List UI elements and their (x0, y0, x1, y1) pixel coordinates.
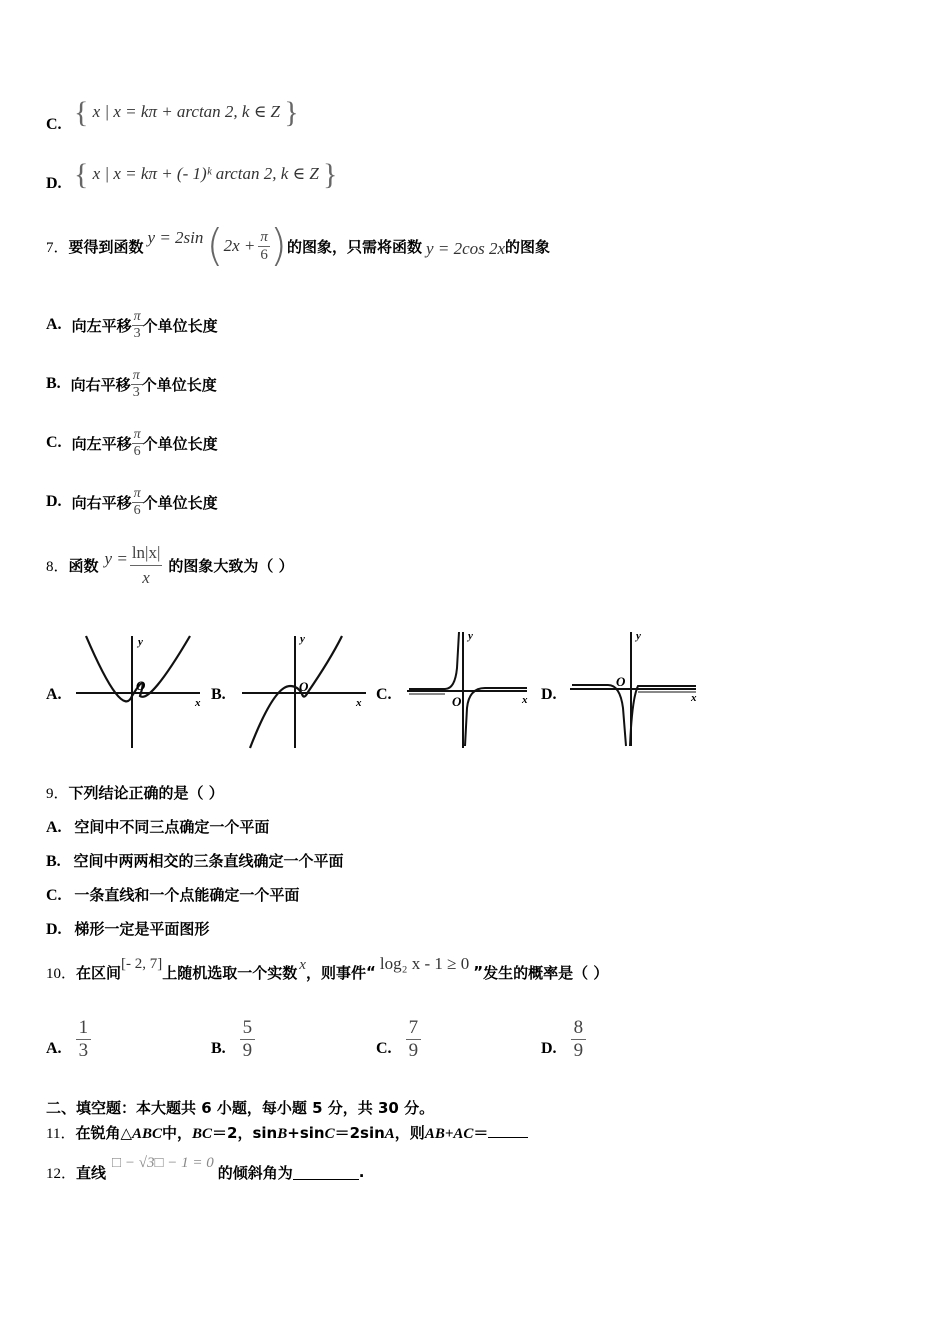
q7-stem-pre: 要得到函数 (68, 237, 144, 256)
x-label: x (522, 694, 528, 706)
q12-post: 的倾斜角为 (217, 1163, 293, 1182)
curve-right (465, 688, 527, 746)
q10-option-c[interactable] (376, 1010, 421, 1062)
q7-option-d-label: D. (46, 493, 62, 510)
q10-option-a-label: A. (46, 1040, 62, 1057)
q10-option-c-den: 9 (408, 1040, 419, 1061)
q12-answer-blank[interactable] (293, 1165, 359, 1180)
q11-plus-sin: +sin (287, 1124, 325, 1142)
q8-number: 8． (46, 558, 69, 575)
x-label: x (356, 697, 362, 709)
q9-stem (46, 782, 224, 803)
curve-right (630, 686, 696, 746)
q8-graph-b-label[interactable]: B. (211, 686, 226, 703)
q10-option-a-den: 3 (78, 1040, 89, 1061)
q6-option-c[interactable] (46, 115, 62, 134)
q7-option-a-label: A. (46, 316, 62, 333)
q8-graph-c-label[interactable]: C. (376, 686, 392, 703)
q6-option-d[interactable] (46, 174, 62, 193)
q7-option-a-post: 个单位长度 (142, 316, 218, 335)
q9-option-b[interactable] (46, 850, 343, 871)
q11-a: A (384, 1126, 395, 1142)
q8-graph-b[interactable] (238, 630, 378, 750)
q7-number: 7． (46, 239, 69, 256)
q11-b: B (277, 1126, 288, 1142)
q10-stem-post: 发生的概率是（ ） (483, 963, 609, 982)
q7-option-c-pre: 向左平移 (71, 434, 132, 453)
y-label: y (636, 630, 641, 642)
q8-graph-d-label[interactable]: D. (541, 686, 557, 703)
right-brace-icon: } (284, 96, 299, 129)
q7-option-c[interactable] (46, 423, 218, 463)
q9-option-b-text: 空间中两两相交的三条直线确定一个平面 (73, 852, 344, 870)
origin-label: O (136, 678, 146, 693)
q7-option-b-den: 3 (132, 384, 140, 400)
q11-comma-then: ，则 (394, 1124, 425, 1142)
q8-graph-a[interactable] (72, 630, 212, 750)
left-paren-icon: ( (206, 220, 224, 271)
q7-option-a-num: π (133, 308, 141, 324)
q10-stem-mid2: ，则事件 (305, 963, 366, 982)
q7-option-b-pre: 向右平移 (70, 375, 131, 394)
q8-y-eq: y = (104, 549, 128, 568)
q9-option-b-label: B. (46, 853, 61, 870)
q9-option-a-text: 空间中不同三点确定一个平面 (74, 818, 270, 836)
q10-option-a-frac (76, 1017, 92, 1062)
q7-option-c-num: π (133, 426, 141, 442)
q11-eq-2sin: ＝2sin (334, 1124, 385, 1142)
q11-number: 11． (46, 1126, 76, 1142)
q7-option-d-den: 6 (133, 502, 141, 518)
origin-label: O (452, 694, 462, 709)
x-label: x (691, 692, 697, 704)
q7-pi-over-6 (258, 229, 270, 264)
q7-option-d-pre: 向右平移 (71, 493, 132, 512)
q7-option-c-label: C. (46, 434, 62, 451)
q10-number: 10． (46, 965, 77, 982)
origin-label: O (299, 679, 309, 694)
q8-graph-d[interactable] (568, 628, 708, 750)
y-label: y (138, 636, 143, 648)
q8-frac-num: ln|x| (130, 541, 163, 566)
q11-abac: AB+AC (424, 1126, 474, 1142)
q9-option-a[interactable] (46, 816, 269, 837)
y-label: y (468, 630, 473, 642)
q11-text-mid: 中， (162, 1124, 193, 1142)
q8-stem-pre: 函数 (68, 556, 99, 575)
curve-left (572, 685, 626, 746)
q7-func1: y = 2sin (147, 228, 204, 247)
q10-stem-mid: 上随机选取一个实数 (162, 963, 298, 982)
q12 (46, 1154, 364, 1190)
q10-option-c-frac (406, 1017, 422, 1062)
q11-abc: ABC (132, 1126, 163, 1142)
origin-label: O (616, 674, 626, 689)
q11-c: C (324, 1126, 335, 1142)
q7-option-d-post: 个单位长度 (142, 493, 218, 512)
q6-option-d-expr: x | x = kπ + (- 1)ᵏ arctan 2, k ∈ Z (92, 163, 319, 183)
q9-number: 9． (46, 786, 69, 802)
left-brace-icon: { (74, 158, 89, 191)
q7-frac-den: 6 (260, 246, 268, 263)
q7-option-d-frac (132, 486, 143, 519)
q12-end: . (358, 1163, 365, 1181)
q6-option-c-label: C. (46, 116, 62, 133)
q9-option-c[interactable] (46, 884, 299, 905)
q6-option-d-label: D. (46, 175, 62, 192)
q7-option-c-post: 个单位长度 (142, 434, 218, 453)
q7-option-b-num: π (132, 367, 140, 383)
q7-option-a-frac (132, 309, 143, 342)
left-brace-icon: { (74, 96, 89, 129)
q10-close-quote: ” (473, 963, 484, 981)
q8-frac-den: x (142, 567, 150, 587)
q9-option-d-label: D. (46, 921, 62, 938)
q9-option-a-label: A. (46, 819, 62, 836)
q7-option-d-num: π (133, 485, 141, 501)
q7-frac-num: π (260, 228, 268, 245)
q8-stem (46, 538, 294, 592)
q10-option-a[interactable] (46, 1010, 91, 1062)
q10-option-c-label: C. (376, 1040, 392, 1057)
x-label: x (195, 697, 201, 709)
q7-func2: y = 2cos 2x (426, 239, 506, 258)
right-brace-icon: } (323, 158, 338, 191)
q9-stem-text: 下列结论正确的是（ ） (68, 784, 224, 802)
q10-option-b-label: B. (211, 1040, 226, 1057)
q11-bc: BC (192, 1126, 213, 1142)
q6-option-d-set (74, 158, 338, 191)
q10-option-d-frac (571, 1017, 587, 1062)
right-paren-icon: ) (269, 220, 288, 271)
y-label: y (300, 633, 305, 645)
q10-stem-pre: 在区间 (76, 963, 122, 982)
section-2-title: 二、填空题：本大题共 6 小题，每小题 5 分，共 30 分。 (46, 1099, 435, 1117)
q7-option-b-frac (131, 368, 142, 401)
q6-option-c-set (74, 96, 299, 129)
q8-graph-a-label[interactable]: A. (46, 686, 62, 703)
q10-interval: [- 2, 7] (121, 955, 163, 972)
q7-option-a[interactable] (46, 305, 218, 345)
q7-option-b-post: 个单位长度 (141, 375, 217, 394)
q7-stem-post: 的图象 (505, 237, 551, 256)
q7-option-b[interactable] (46, 364, 217, 404)
q7-option-d[interactable] (46, 482, 218, 522)
q10-option-d-label: D. (541, 1040, 557, 1057)
q8-frac (130, 541, 163, 590)
q9-option-d-text: 梯形一定是平面图形 (74, 920, 210, 938)
q10-option-d-den: 9 (573, 1040, 584, 1061)
q11-eq2: ＝2，sin (212, 1124, 278, 1142)
q7-func1-inner: 2x + (223, 236, 256, 255)
q10-option-b-den: 9 (242, 1040, 253, 1061)
q10-option-a-num: 1 (76, 1017, 92, 1040)
q9-option-c-text: 一条直线和一个点能确定一个平面 (74, 886, 300, 904)
q7-option-c-den: 6 (133, 443, 141, 459)
q9-option-d[interactable] (46, 918, 209, 939)
q7-stem (46, 221, 550, 271)
curve-left (409, 632, 459, 689)
q10-event: log₂ x - 1 ≥ 0 (379, 954, 470, 973)
q10-option-b[interactable] (211, 1010, 255, 1062)
q11-answer-blank[interactable] (488, 1123, 528, 1138)
q6-option-c-expr: x | x = kπ + arctan 2, k ∈ Z (92, 101, 281, 121)
q9-option-c-label: C. (46, 887, 62, 904)
q10-option-b-num: 5 (240, 1017, 256, 1040)
q7-stem-mid: 的图象，只需将函数 (287, 237, 423, 256)
q7-option-a-den: 3 (133, 325, 141, 341)
q12-expr: □ − √3□ − 1 = 0 (112, 1154, 214, 1171)
q7-option-a-pre: 向左平移 (71, 316, 132, 335)
q7-option-b-label: B. (46, 375, 61, 392)
q11 (46, 1122, 528, 1143)
q11-eq: ＝ (473, 1124, 489, 1142)
q11-text-pre: 在锐角△ (75, 1124, 132, 1142)
q12-number: 12． (46, 1165, 77, 1182)
q10-stem (46, 954, 608, 990)
q10-option-b-frac (240, 1017, 256, 1062)
q10-open-quote: “ (365, 963, 376, 981)
q10-option-d[interactable] (541, 1010, 586, 1062)
q8-graph-c[interactable] (405, 628, 540, 750)
q10-var: x (299, 956, 306, 973)
q12-pre: 直线 (76, 1163, 107, 1182)
q7-option-c-frac (132, 427, 143, 460)
q10-option-c-num: 7 (406, 1017, 422, 1040)
q10-option-d-num: 8 (571, 1017, 587, 1040)
q8-stem-post: 的图象大致为（ ） (168, 556, 294, 575)
